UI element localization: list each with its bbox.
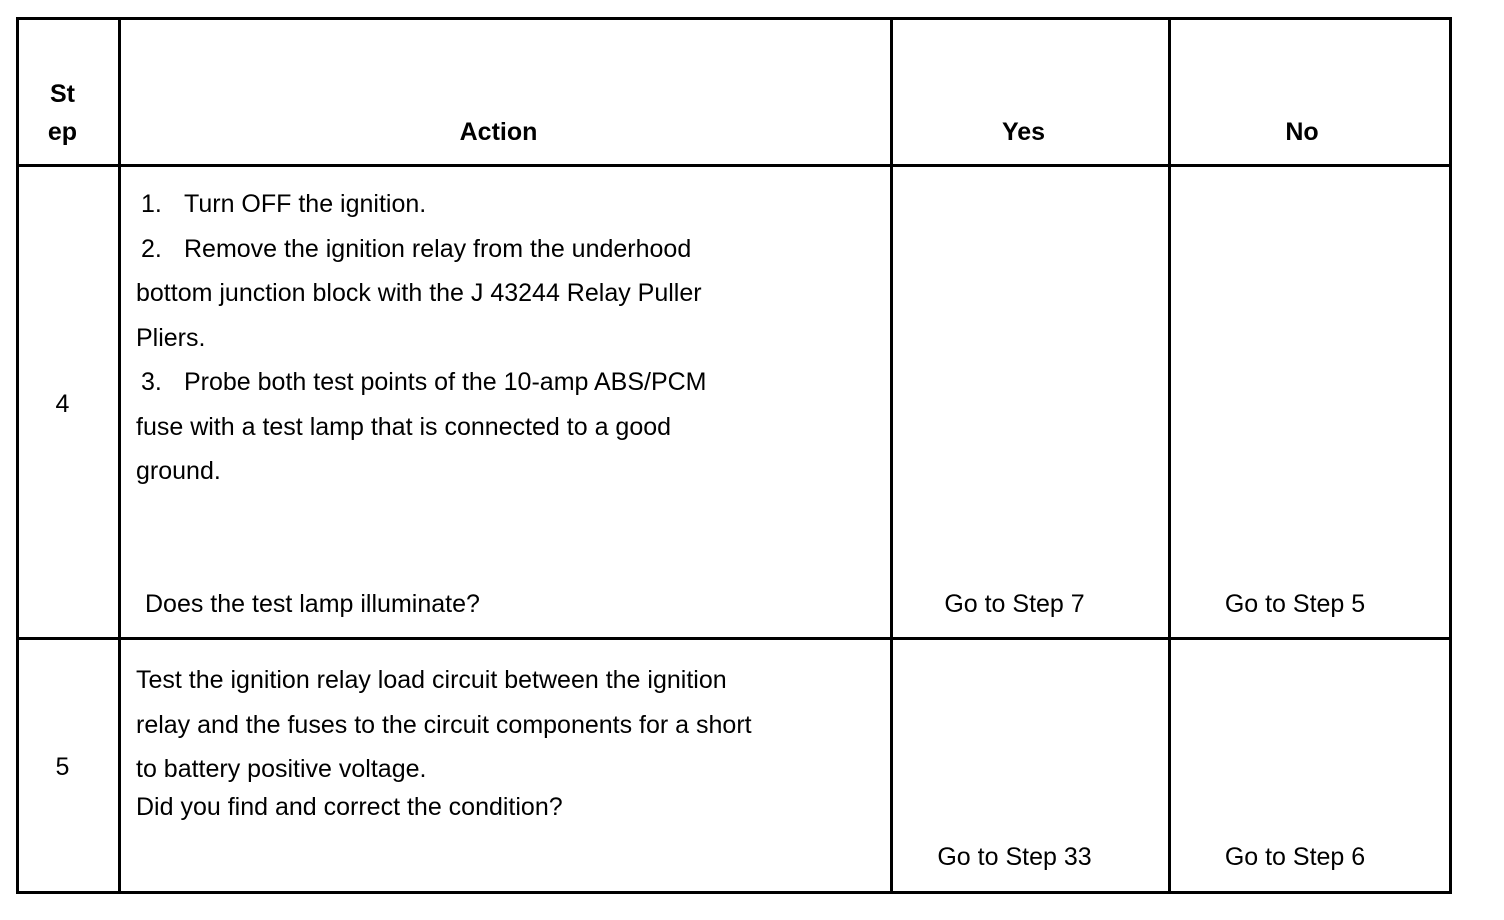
instruction-line: Test the ignition relay load circuit between the ignition: [136, 666, 727, 694]
header-yes: Yes: [1001, 118, 1046, 146]
action-instructions: [136, 182, 707, 494]
instruction-line: 2. Remove the ignition relay from the underhood: [141, 234, 692, 263]
step-number: 4: [55, 390, 70, 418]
yes-result: Go to Step 33: [937, 843, 1092, 871]
header-step: St ep: [47, 80, 78, 146]
instruction-line: to battery positive voltage.: [136, 755, 427, 783]
action-instructions: [136, 658, 752, 792]
instruction-line: Pliers.: [136, 323, 206, 352]
action-question: Did you find and correct the condition?: [136, 793, 563, 821]
step-number: 5: [55, 753, 70, 781]
instruction-line: 3. Probe both test points of the 10-amp ABS/PCM: [141, 368, 707, 396]
no-result: Go to Step 6: [1224, 843, 1366, 871]
row-divider: [19, 637, 1449, 640]
instruction-line: relay and the fuses to the circuit components for a short: [136, 710, 752, 739]
instruction-line: bottom junction block with the J 43244 Relay Puller: [136, 279, 702, 307]
no-result: Go to Step 5: [1224, 590, 1366, 618]
instruction-line: fuse with a test lamp that is connected to a good: [136, 412, 672, 441]
diagnostic-table: [16, 17, 1452, 894]
instruction-line: 1. Turn OFF the ignition.: [141, 190, 427, 218]
row-divider: [19, 164, 1449, 167]
yes-result: Go to Step 7: [944, 590, 1085, 618]
header-action: Action: [459, 118, 538, 146]
instruction-line: ground.: [136, 457, 221, 485]
header-no: No: [1285, 118, 1319, 146]
action-question: Does the test lamp illuminate?: [145, 590, 480, 618]
